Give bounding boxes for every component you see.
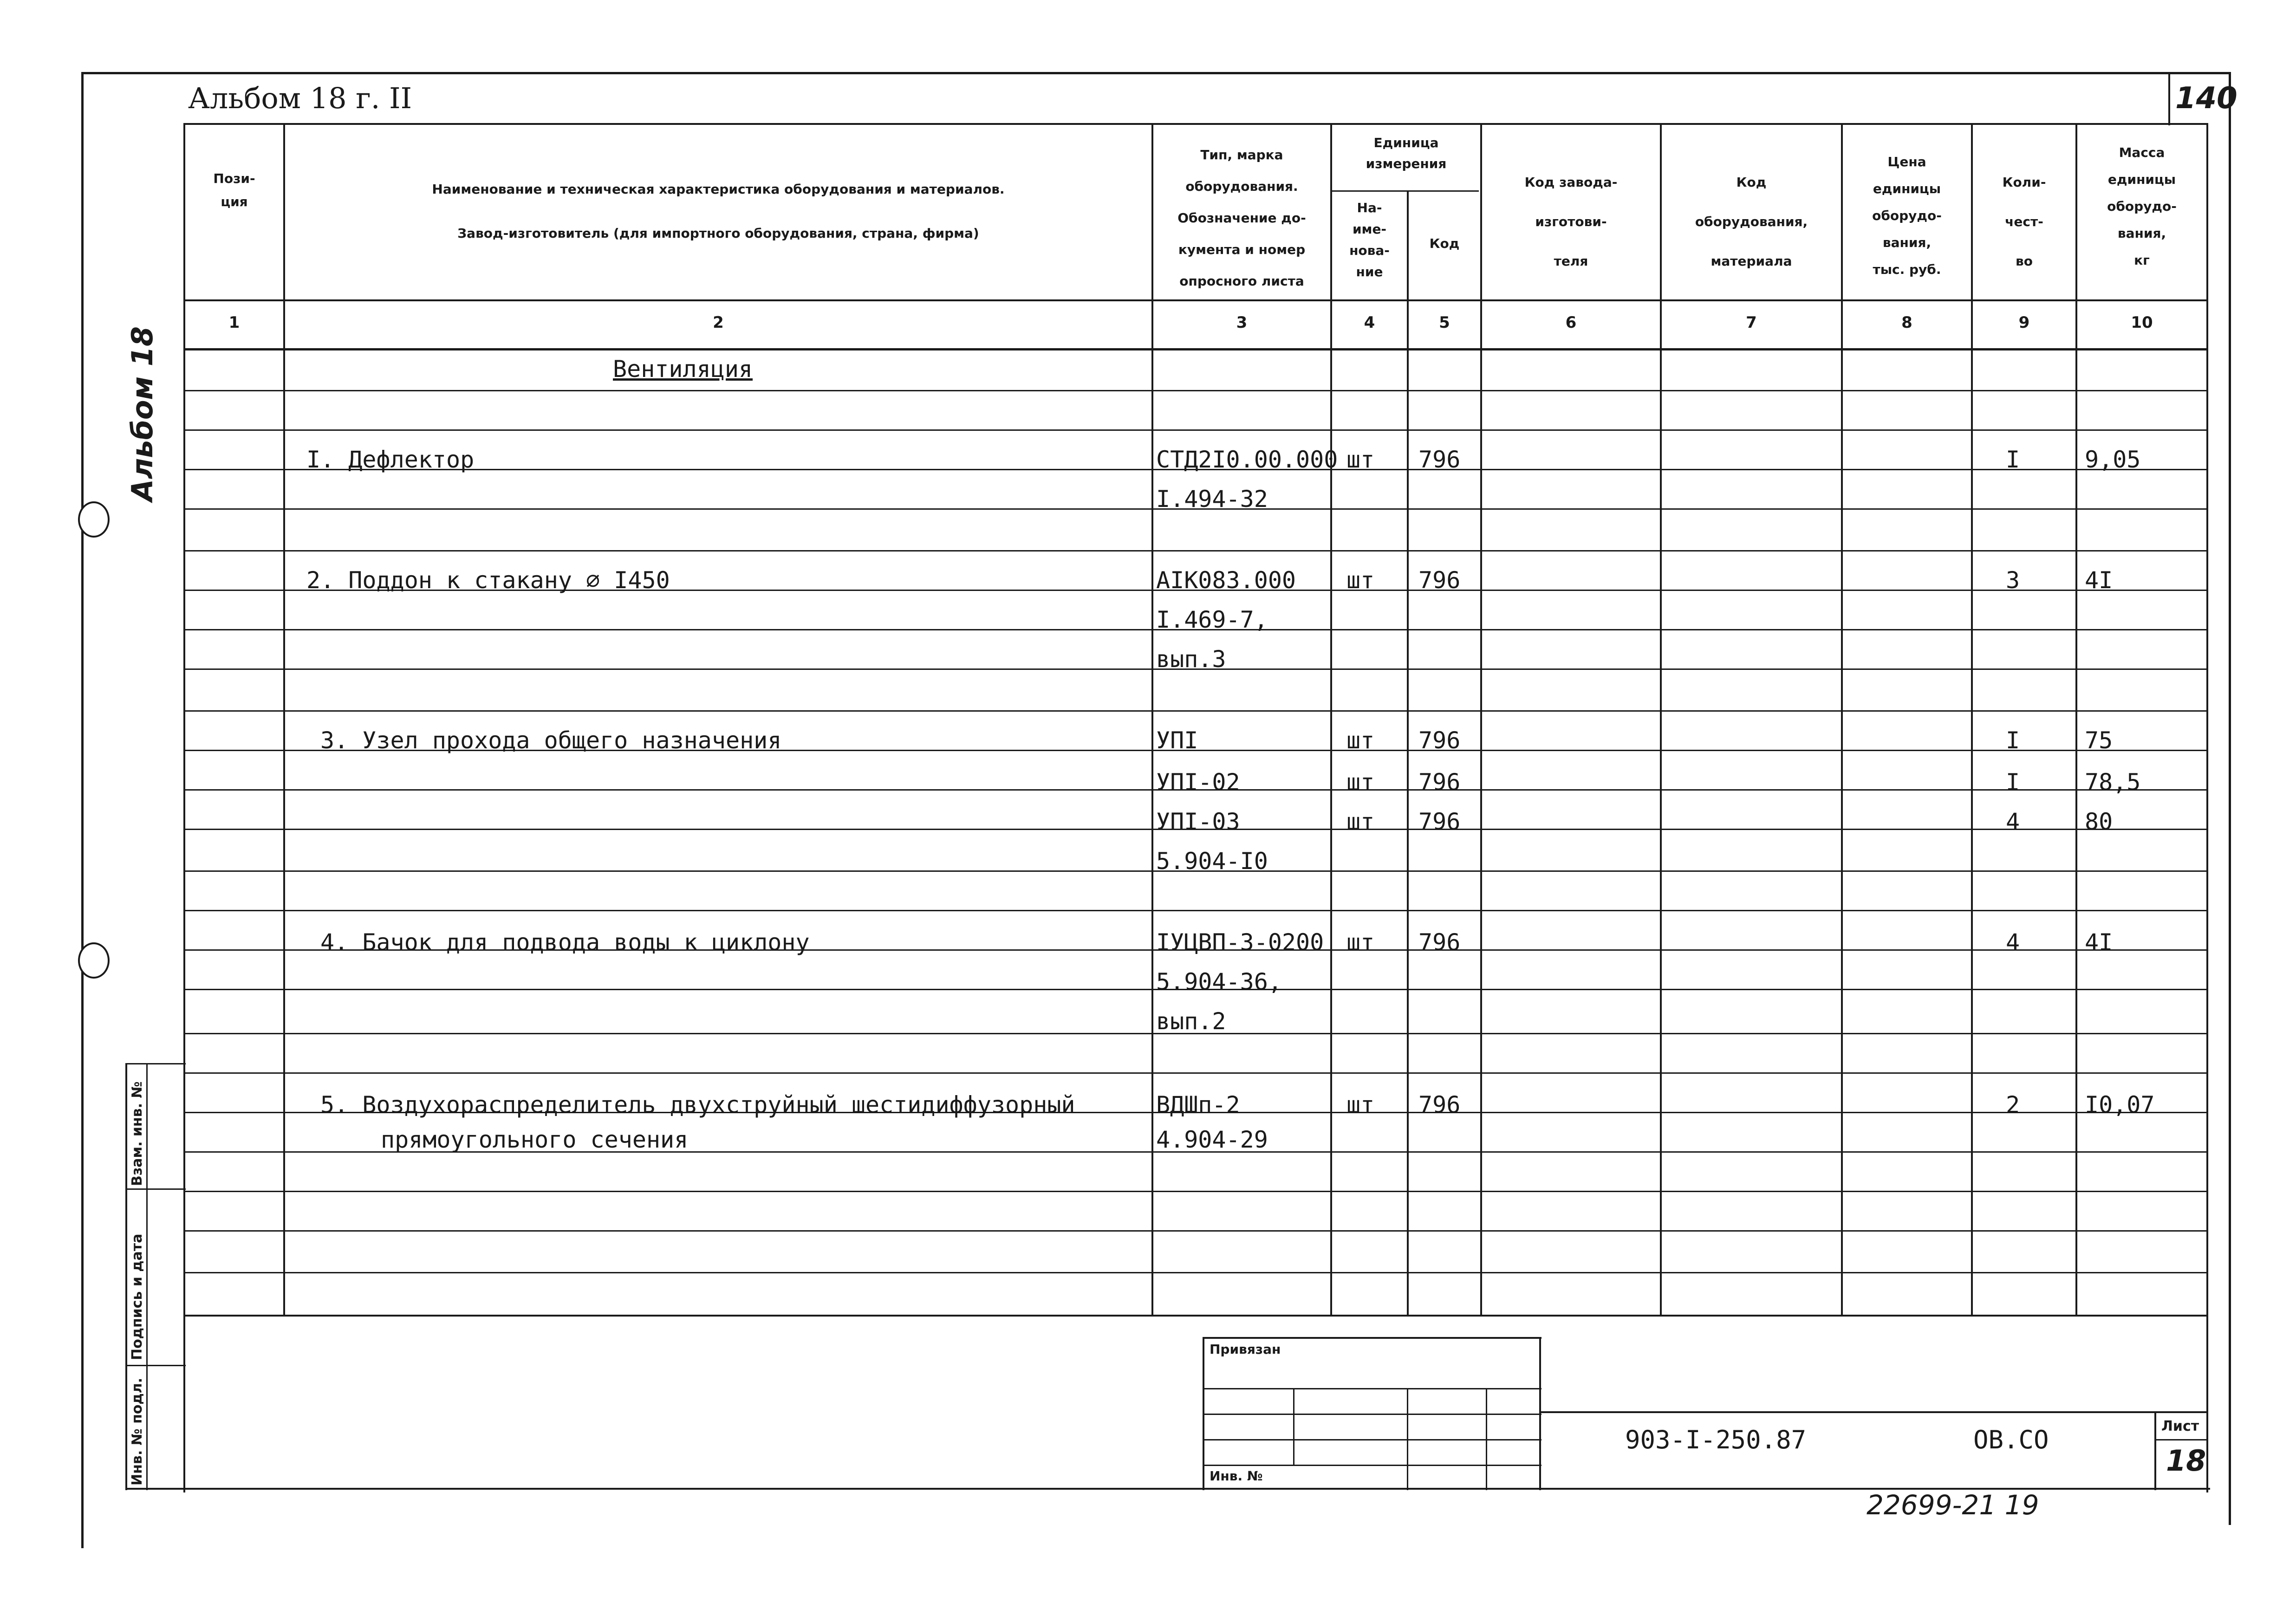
bottom-number: 22699-21 19 (1867, 1489, 2039, 1521)
header-quantity: Коли- чест- во (2002, 175, 2046, 269)
header-position: Пози- ция (213, 171, 255, 209)
row-mass: 9,05 (2085, 446, 2141, 473)
row-unit: шт (1346, 808, 1375, 835)
row-type: УПI-02 (1156, 769, 1240, 796)
doc-code: 903-I-250.87 (1625, 1425, 1807, 1454)
row-code: 796 (1418, 567, 1461, 594)
row-divider (183, 390, 2208, 391)
row-qty: 3 (2006, 567, 2020, 594)
col-number-6: 6 (1565, 313, 1577, 332)
sheet-number: 18 (2166, 1444, 2206, 1478)
header-price: Цена единицы оборудо- вания, тыс. руб. (1872, 154, 1942, 277)
row-mass: I0,07 (2085, 1091, 2155, 1118)
row-unit: шт (1346, 929, 1375, 956)
row-qty: I (2006, 727, 2020, 754)
punch-hole (78, 942, 110, 979)
col-number-8: 8 (1901, 313, 1912, 332)
row-qty: 4 (2006, 808, 2020, 835)
row-divider (183, 1191, 2208, 1192)
row-name: 2. Поддон к стакану ∅ I450 (306, 567, 670, 594)
row-unit: шт (1346, 769, 1375, 796)
row-divider (183, 550, 2208, 551)
col-number-2: 2 (713, 313, 724, 332)
col-number-1: 1 (228, 313, 240, 332)
row-qty: 4 (2006, 929, 2020, 956)
header-factory-code: Код завода- изготови- теля (1524, 175, 1618, 269)
row-unit: шт (1346, 446, 1375, 473)
header-name: Наименование и техническая характеристика оборудования и материалов. Завод-изготовитель (для импортного оборудования, страна, фирма) (432, 182, 1005, 241)
stamp-replace-inv: Взам. инв. № (129, 1081, 145, 1186)
col-number-4: 4 (1364, 313, 1375, 332)
row-type: УПI (1156, 727, 1198, 754)
row-type: АIК083.000 (1156, 567, 1296, 594)
row-mass: 78,5 (2085, 769, 2141, 796)
row-code: 796 (1418, 1091, 1461, 1118)
col-number-3: 3 (1236, 313, 1248, 332)
row-unit: шт (1346, 567, 1375, 594)
header-unit-name: На- име- нова- ние (1349, 200, 1390, 279)
stamp-privyazan: Привязан (1210, 1342, 1281, 1357)
row-divider (183, 1272, 2208, 1273)
row-divider (183, 1230, 2208, 1232)
row-type: УПI-03 (1156, 808, 1240, 835)
page-number-top: 140 (2175, 81, 2237, 116)
row-code: 796 (1418, 727, 1461, 754)
row-code: 796 (1418, 769, 1461, 796)
row-unit: шт (1346, 727, 1375, 754)
row-mass: 4I (2085, 567, 2113, 594)
row-name: 5. Воздухораспределитель двухструйный шестидиффузорный (320, 1091, 1075, 1118)
row-code: 796 (1418, 929, 1461, 956)
row-qty: 2 (2006, 1091, 2020, 1118)
stamp-sign-date: Подпись и дата (129, 1233, 145, 1360)
row-divider (183, 429, 2208, 431)
row-name: прямоугольного сечения (381, 1126, 689, 1153)
row-code: 796 (1418, 808, 1461, 835)
col-number-9: 9 (2018, 313, 2030, 332)
sheet-label: Лист (2161, 1418, 2199, 1434)
col-number-10: 10 (2131, 313, 2153, 332)
row-type: I.494-32 (1156, 486, 1268, 513)
header-unit-code: Код (1429, 236, 1460, 251)
row-type: I.469-7, (1156, 606, 1268, 633)
row-type: IУЦВП-3-0200 (1156, 929, 1324, 956)
header-equipment-code: Код оборудования, материала (1695, 175, 1808, 269)
album-note: Альбом 18 г. II (188, 81, 412, 115)
row-code: 796 (1418, 446, 1461, 473)
row-qty: I (2006, 446, 2020, 473)
row-type: вып.3 (1156, 646, 1226, 673)
row-divider (183, 710, 2208, 712)
row-type: СТД2I0.00.000 (1156, 446, 1338, 473)
row-qty: I (2006, 769, 2020, 796)
row-mass: 75 (2085, 727, 2113, 754)
row-divider (183, 1072, 2208, 1074)
header-mass: Масса единицы оборудо- вания, кг (2107, 145, 2177, 268)
col-number-5: 5 (1439, 313, 1450, 332)
punch-hole (78, 501, 110, 538)
side-album-label: Альбом 18 (125, 326, 159, 501)
row-name: I. Дефлектор (306, 446, 475, 473)
row-type: 5.904-I0 (1156, 848, 1268, 875)
row-name: 3. Узел прохода общего назначения (320, 727, 782, 754)
stamp-inv-no: Инв. № (1210, 1468, 1263, 1484)
header-unit-group: Единица измерения (1366, 135, 1447, 171)
row-type: вып.2 (1156, 1008, 1226, 1035)
row-name: 4. Бачок для подвода воды к циклону (320, 929, 810, 956)
col-number-7: 7 (1746, 313, 1757, 332)
row-unit: шт (1346, 1091, 1375, 1118)
section-title: Вентиляция (613, 356, 753, 383)
row-mass: 4I (2085, 929, 2113, 956)
row-type: 4.904-29 (1156, 1126, 1268, 1153)
doc-mark: ОВ.СО (1973, 1425, 2049, 1454)
row-type: ВДШп-2 (1156, 1091, 1240, 1118)
row-divider (183, 910, 2208, 911)
stamp-orig-inv: Инв. № подл. (129, 1377, 145, 1486)
row-type: 5.904-36, (1156, 968, 1282, 995)
header-type: Тип, марка оборудования. Обозначение до- кумента и номер опросного листа (1177, 147, 1306, 289)
row-mass: 80 (2085, 808, 2113, 835)
